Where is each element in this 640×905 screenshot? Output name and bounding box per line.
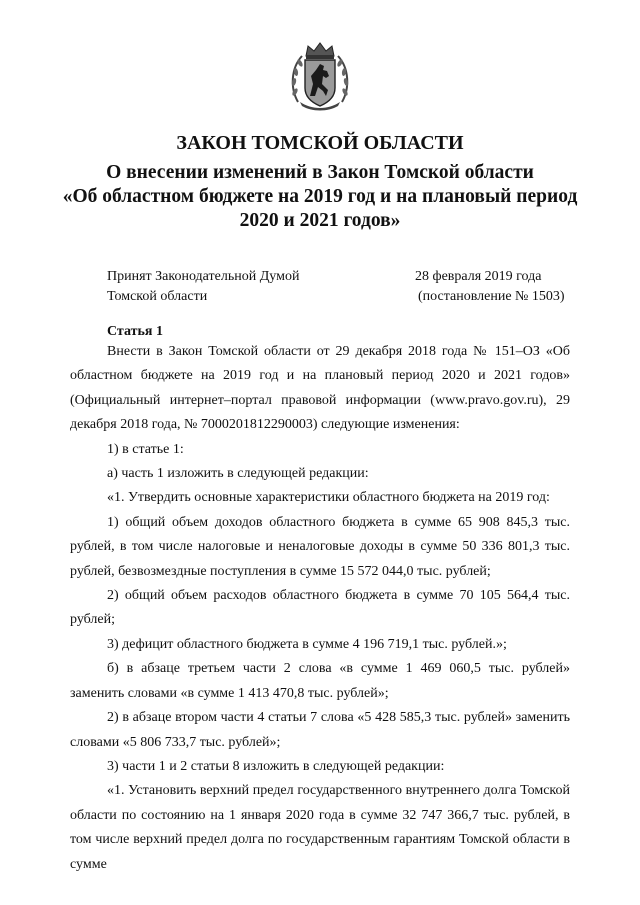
paragraph: 3) дефицит областного бюджета в сумме 4 196 719,1 тыс. рублей.»; xyxy=(107,636,507,652)
paragraph: а) часть 1 изложить в следующей редакции: xyxy=(107,466,369,482)
adopted-by xyxy=(107,267,299,307)
paragraph: 1) общий объем доходов областного бюджета в сумме 65 908 845,3 тыс. рублей, в том числе налоговые и неналоговые доходы в сумме 50 336 801,3 тыс. рублей, безвозмездные поступления в сумме 15 572 044,0 тыс. рублей; xyxy=(70,514,570,579)
adopted-by-line: Томской области xyxy=(107,289,208,304)
paragraph: Внести в Закон Томской области от 29 декабря 2018 года № 151–ОЗ «Об областном бюджете на 2019 год и на плановый период 2020 и 2021 годов» (Официальный интернет–портал правовой информации (www.pravo.gov.ru), 29 декабря 2018 года, № 7000201812290003) следующие изменения: xyxy=(70,344,570,433)
resolution-number: (постановление № 1503) xyxy=(418,289,565,304)
adoption-info xyxy=(415,267,565,307)
document-subtitle xyxy=(40,161,600,233)
paragraph: 2) в абзаце втором части 4 статьи 7 слова «5 428 585,3 тыс. рублей» заменить словами «5 806 733,7 тыс. рублей»; xyxy=(70,710,570,750)
paragraph: 2) общий объем расходов областного бюджета в сумме 70 105 564,4 тыс. рублей; xyxy=(70,588,570,628)
subtitle-line: 2020 и 2021 годов» xyxy=(239,210,401,231)
paragraph: 1) в статье 1: xyxy=(107,441,184,457)
article-body xyxy=(70,340,570,877)
paragraph: 3) части 1 и 2 статьи 8 изложить в следующей редакции: xyxy=(107,758,445,774)
subtitle-line: О внесении изменений в Закон Томской области xyxy=(106,162,534,183)
adopted-by-line: Принят Законодательной Думой xyxy=(107,269,300,284)
paragraph: «1. Установить верхний предел государственного внутреннего долга Томской области по состоянию на 1 января 2020 года в сумме 32 747 366,7 тыс. рублей, в том числе верхний предел долга по государственным гарантиям Томской области в сумме xyxy=(70,783,570,872)
adoption-date: 28 февраля 2019 года xyxy=(415,269,542,284)
subtitle-line: «Об областном бюджете на 2019 год и на плановый период xyxy=(62,186,578,207)
document-title: ЗАКОН ТОМСКОЙ ОБЛАСТИ xyxy=(176,132,464,154)
paragraph: «1. Утвердить основные характеристики областного бюджета на 2019 год: xyxy=(107,490,550,506)
article-heading: Статья 1 xyxy=(107,324,163,339)
paragraph: б) в абзаце третьем части 2 слова «в сумме 1 469 060,5 тыс. рублей» заменить словами «в сумме 1 413 470,8 тыс. рублей»; xyxy=(70,661,570,701)
coat-of-arms-emblem xyxy=(288,40,352,112)
